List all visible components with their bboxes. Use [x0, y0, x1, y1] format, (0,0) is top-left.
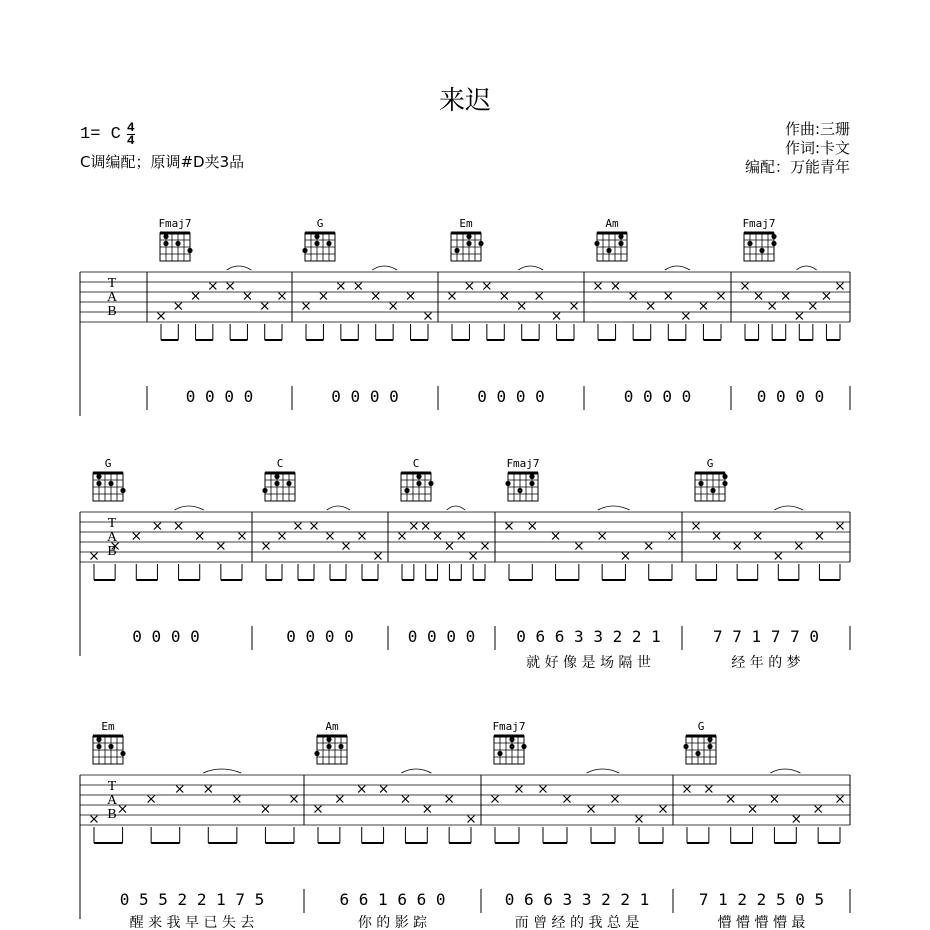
tab-note-x	[705, 786, 712, 793]
tab-note-x	[771, 796, 778, 803]
tab-note-x	[612, 283, 619, 290]
tab-note-x	[795, 543, 802, 550]
tab-note-x	[424, 806, 431, 813]
chord-diagram	[160, 233, 193, 261]
tab-note-x	[815, 806, 822, 813]
tab-note-x	[540, 786, 547, 793]
tie-arc	[665, 266, 690, 270]
chord-name: Fmaj7	[492, 720, 526, 733]
chord-name: Fmaj7	[742, 217, 776, 230]
chord-diagram	[505, 473, 538, 501]
tab-note-x	[355, 283, 362, 290]
tab-note-x	[630, 293, 637, 300]
numbered-notation: 0 0 0 0	[756, 387, 825, 406]
tab-note-x	[755, 293, 762, 300]
chord-name: Am	[605, 217, 619, 230]
chord-diagram	[93, 736, 126, 764]
tie-arc	[518, 266, 543, 270]
chord-name: G	[697, 720, 705, 733]
tab-note-x	[809, 303, 816, 310]
tab-note-x	[390, 303, 397, 310]
tab-note-x	[192, 293, 199, 300]
tie-arc	[770, 769, 800, 773]
tab-note-x	[660, 806, 667, 813]
tab-note-x	[133, 533, 140, 540]
tab-note-x	[449, 293, 456, 300]
tie-arc	[774, 506, 803, 510]
tab-note-x	[295, 523, 302, 530]
tab-note-x	[645, 543, 652, 550]
tab-note-x	[410, 523, 417, 530]
tab-note-x	[492, 796, 499, 803]
chord-diagram	[401, 473, 434, 501]
tab-note-x	[713, 533, 720, 540]
tab-note-x	[483, 283, 490, 290]
tab-note-x	[588, 806, 595, 813]
chord-diagram	[93, 473, 126, 501]
tab-note-x	[375, 553, 382, 560]
tab-note-x	[501, 293, 508, 300]
tab-note-x	[434, 533, 441, 540]
tab-note-x	[749, 806, 756, 813]
tab-note-x	[176, 786, 183, 793]
chord-name: Fmaj7	[506, 457, 540, 470]
tab-note-x	[796, 313, 803, 320]
tab-note-x	[553, 313, 560, 320]
tab-note-x	[227, 283, 234, 290]
tab-note-x	[837, 523, 844, 530]
chord-diagram	[302, 233, 335, 261]
tab-note-x	[175, 523, 182, 530]
tab-note-x	[359, 533, 366, 540]
tie-arc	[203, 769, 241, 773]
tab-clef-letter: T	[107, 516, 117, 531]
lyric-line: 经 年 的 梦	[731, 655, 801, 671]
time-signature: $\frac{4}{4}$	[126, 120, 135, 148]
tie-arc	[447, 506, 465, 510]
numbered-notation: 7 7 1 7 7 0	[713, 627, 819, 646]
tab-note-x	[470, 553, 477, 560]
tab-note-x	[372, 293, 379, 300]
tab-note-x	[769, 303, 776, 310]
chord-diagram	[451, 233, 484, 261]
tab-clef-letter: B	[107, 304, 117, 319]
chord-diagram	[683, 736, 716, 764]
tie-arc	[327, 506, 350, 510]
tab-note-x	[754, 533, 761, 540]
lyric-line: 而 曾 经 的 我 总 是	[514, 915, 640, 930]
tie-arc	[175, 506, 204, 510]
tab-note-x	[734, 543, 741, 550]
tab-note-x	[458, 533, 465, 540]
tie-arc	[587, 769, 620, 773]
numbered-notation: 0 6 6 3 3 2 2 1	[504, 890, 650, 909]
tab-note-x	[793, 816, 800, 823]
tab-note-x	[446, 796, 453, 803]
arranger-credit: 编配：万能青年	[744, 158, 850, 176]
tab-note-x	[837, 796, 844, 803]
tab-note-x	[599, 533, 606, 540]
chord-name: G	[706, 457, 714, 470]
chord-name: Fmaj7	[158, 217, 192, 230]
tab-note-x	[148, 796, 155, 803]
tie-arc	[372, 266, 397, 270]
composer-credit: 作曲:三珊	[784, 120, 850, 138]
numbered-notation: 0 6 6 3 3 2 2 1	[516, 627, 661, 646]
tab-note-x	[402, 796, 409, 803]
tab-note-x	[263, 543, 270, 550]
tab-note-x	[516, 786, 523, 793]
tab-note-x	[244, 293, 251, 300]
tab-note-x	[217, 543, 224, 550]
tab-note-x	[380, 786, 387, 793]
tab-note-x	[682, 313, 689, 320]
tab-note-x	[823, 293, 830, 300]
tab-note-x	[518, 303, 525, 310]
tab-note-x	[209, 283, 216, 290]
tab-note-x	[315, 806, 322, 813]
tab-note-x	[119, 806, 126, 813]
chord-diagram	[695, 473, 728, 501]
tab-note-x	[612, 796, 619, 803]
tab-clef-letter: A	[106, 793, 118, 808]
tab-note-x	[837, 283, 844, 290]
tab-note-x	[446, 543, 453, 550]
numbered-notation: 7 1 2 2 5 0 5	[698, 890, 825, 909]
numbered-notation: 0 0 0 0	[623, 387, 692, 406]
chord-diagram	[744, 233, 777, 261]
tab-note-x	[564, 796, 571, 803]
tab-clef-letter: T	[107, 779, 117, 794]
numbered-notation: 0 0 0 0	[132, 627, 200, 646]
tab-note-x	[311, 523, 318, 530]
numbered-notation: 0 0 0 0	[185, 387, 254, 406]
key-signature: 1= C $\frac{4}{4}$	[80, 120, 135, 148]
tie-arc	[796, 266, 816, 270]
tab-note-x	[327, 533, 334, 540]
tab-note-x	[482, 543, 489, 550]
song-title: 来迟	[438, 86, 491, 116]
tab-note-x	[158, 313, 165, 320]
tie-arc	[401, 769, 431, 773]
tab-note-x	[665, 293, 672, 300]
tie-arc	[227, 266, 252, 270]
tab-note-x	[336, 796, 343, 803]
chord-name: Am	[325, 720, 339, 733]
lyricist-credit: 作词:卡文	[784, 139, 850, 157]
tab-note-x	[595, 283, 602, 290]
tab-note-x	[91, 553, 98, 560]
tab-note-x	[358, 786, 365, 793]
tab-note-x	[816, 533, 823, 540]
tab-note-x	[622, 553, 629, 560]
numbered-notation: 0 0 0 0	[477, 387, 545, 406]
tab-note-x	[647, 303, 654, 310]
numbered-notation: 0 0 0 0	[331, 387, 399, 406]
tie-arc	[598, 506, 630, 510]
tab-clef-letter: B	[107, 544, 117, 559]
tab-note-x	[239, 533, 246, 540]
tab-clef-letter: B	[107, 807, 117, 822]
tab-note-x	[343, 543, 350, 550]
tab-note-x	[636, 816, 643, 823]
chord-name: C	[276, 457, 284, 470]
tab-note-x	[468, 816, 475, 823]
lyric-line: 懵 懵 懵 懵 最	[717, 915, 806, 930]
chord-name: Em	[101, 720, 115, 733]
numbered-notation: 0 0 0 0	[286, 627, 354, 646]
tab-note-x	[261, 303, 268, 310]
tab-note-x	[279, 293, 286, 300]
tab-note-x	[337, 283, 344, 290]
tab-note-x	[262, 806, 269, 813]
lyric-line: 就 好 像 是 场 隔 世	[526, 655, 651, 671]
chord-diagram	[494, 736, 527, 764]
tab-note-x	[407, 293, 414, 300]
lyric-line: 你 的 影 踪	[357, 915, 428, 930]
chord-diagram	[594, 233, 627, 261]
tab-note-x	[425, 313, 432, 320]
tab-note-x	[506, 523, 513, 530]
tab-note-x	[279, 533, 286, 540]
tab-note-x	[422, 523, 429, 530]
tab-note-x	[742, 283, 749, 290]
tab-note-x	[399, 533, 406, 540]
numbered-notation: 0 0 0 0	[407, 627, 476, 646]
tab-note-x	[552, 533, 559, 540]
tab-note-x	[291, 796, 298, 803]
lyric-line: 醒 来 我 早 已 失 去	[129, 915, 255, 930]
tab-note-x	[571, 303, 578, 310]
tab-note-x	[320, 293, 327, 300]
arrangement-note: C调编配；原调#D夹3品	[80, 153, 245, 171]
tab-note-x	[196, 533, 203, 540]
chord-name: G	[104, 457, 112, 470]
chord-name: G	[316, 217, 324, 230]
tab-note-x	[700, 303, 707, 310]
chord-diagram	[262, 473, 295, 501]
tab-note-x	[775, 553, 782, 560]
tab-note-x	[205, 786, 212, 793]
tab-clef-letter: A	[106, 290, 118, 305]
tab-note-x	[684, 786, 691, 793]
chord-name: C	[412, 457, 420, 470]
tab-note-x	[303, 303, 310, 310]
tab-clef-letter: T	[107, 276, 117, 291]
chord-name: Em	[459, 217, 473, 230]
chord-diagram	[314, 736, 347, 764]
tab-note-x	[529, 523, 536, 530]
tab-note-x	[782, 293, 789, 300]
tab-note-x	[669, 533, 676, 540]
tab-note-x	[693, 523, 700, 530]
tab-note-x	[536, 293, 543, 300]
tab-note-x	[727, 796, 734, 803]
tab-note-x	[718, 293, 725, 300]
tab-note-x	[91, 816, 98, 823]
numbered-notation: 0 5 5 2 2 1 7 5	[119, 890, 265, 909]
numbered-notation: 6 6 1 6 6 0	[339, 890, 446, 909]
tab-note-x	[175, 303, 182, 310]
tab-note-x	[233, 796, 240, 803]
tab-clef-letter: A	[106, 530, 118, 545]
tab-note-x	[154, 523, 161, 530]
tab-note-x	[575, 543, 582, 550]
tab-note-x	[466, 283, 473, 290]
